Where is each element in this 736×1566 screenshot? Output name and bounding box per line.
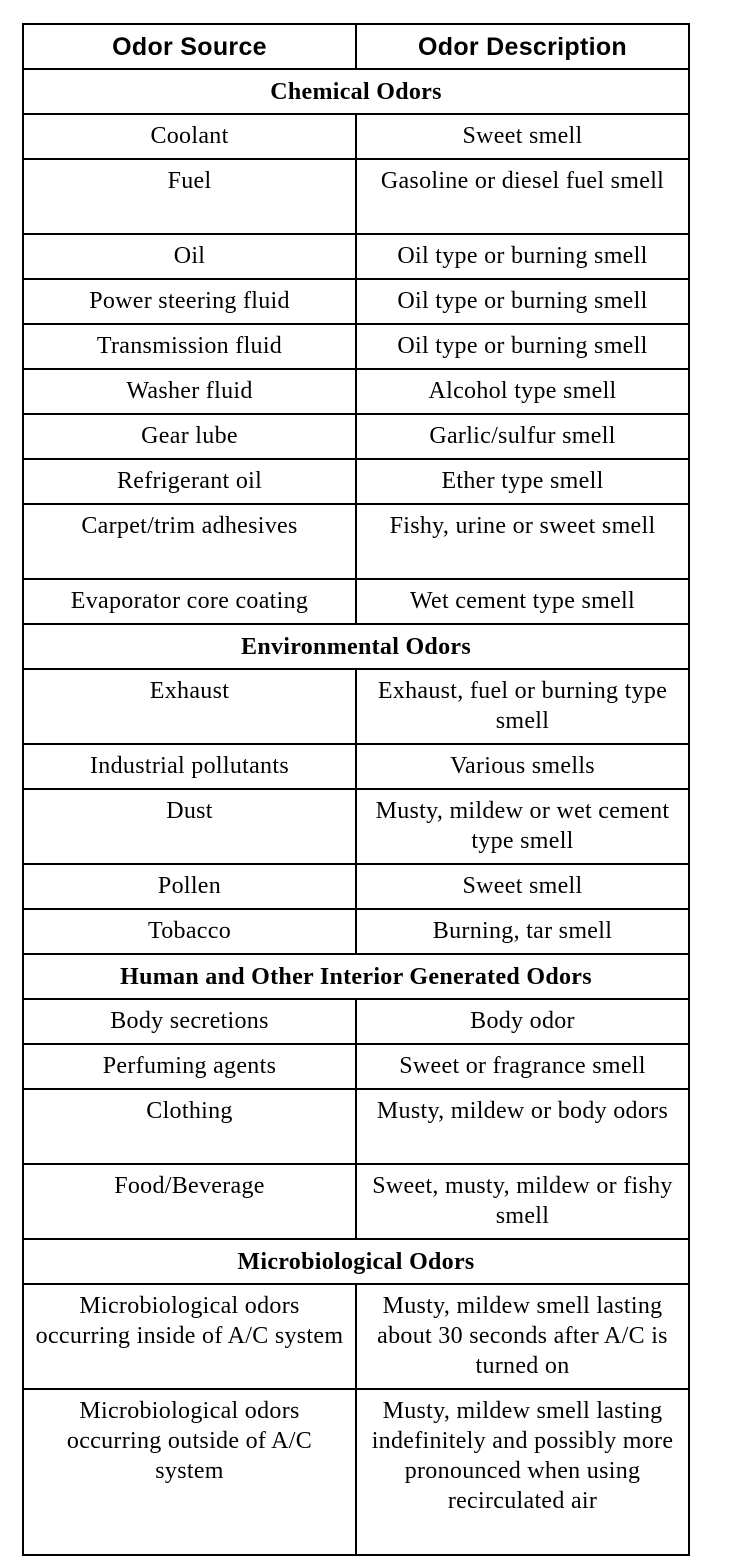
section-row xyxy=(23,954,689,999)
odor-description-cell: Various smells xyxy=(356,744,689,789)
odor-description-cell: Burning, tar smell xyxy=(356,909,689,954)
table-row xyxy=(23,1284,689,1389)
odor-description-cell: Musty, mildew or body odors xyxy=(356,1089,689,1164)
odor-source-cell: Dust xyxy=(23,789,356,864)
odor-source-cell: Washer fluid xyxy=(23,369,356,414)
odor-source-cell: Pollen xyxy=(23,864,356,909)
table-header-row xyxy=(23,24,689,69)
odor-description-cell: Sweet, musty, mildew or fishy smell xyxy=(356,1164,689,1239)
table-row xyxy=(23,744,689,789)
section-title: Microbiological Odors xyxy=(23,1239,689,1284)
odor-source-cell: Tobacco xyxy=(23,909,356,954)
section-title: Environmental Odors xyxy=(23,624,689,669)
odor-description-cell: Alcohol type smell xyxy=(356,369,689,414)
header-odor-description: Odor Description xyxy=(356,24,689,69)
odor-description-cell: Oil type or burning smell xyxy=(356,324,689,369)
odor-description-cell: Sweet smell xyxy=(356,114,689,159)
table-row xyxy=(23,459,689,504)
odor-description-cell: Ether type smell xyxy=(356,459,689,504)
table-row xyxy=(23,504,689,579)
odor-description-cell: Oil type or burning smell xyxy=(356,279,689,324)
odor-description-cell: Musty, mildew or wet cement type smell xyxy=(356,789,689,864)
table-row xyxy=(23,114,689,159)
odor-source-cell: Exhaust xyxy=(23,669,356,744)
table-row xyxy=(23,909,689,954)
odor-source-cell: Microbiological odors occurring inside of A/C system xyxy=(23,1284,356,1389)
odor-source-cell: Carpet/trim adhesives xyxy=(23,504,356,579)
odor-source-cell: Evaporator core coating xyxy=(23,579,356,624)
section-row xyxy=(23,69,689,114)
table-row xyxy=(23,1089,689,1164)
odor-source-cell: Perfuming agents xyxy=(23,1044,356,1089)
odor-description-cell: Sweet smell xyxy=(356,864,689,909)
table-row xyxy=(23,279,689,324)
table-row xyxy=(23,369,689,414)
odor-source-cell: Body secretions xyxy=(23,999,356,1044)
table-row xyxy=(23,1389,689,1555)
odor-source-cell: Gear lube xyxy=(23,414,356,459)
table-row xyxy=(23,789,689,864)
section-row xyxy=(23,624,689,669)
odor-source-cell: Fuel xyxy=(23,159,356,234)
odor-description-cell: Exhaust, fuel or burning type smell xyxy=(356,669,689,744)
section-title: Chemical Odors xyxy=(23,69,689,114)
odor-table xyxy=(22,23,690,1556)
odor-description-cell: Wet cement type smell xyxy=(356,579,689,624)
odor-description-cell: Oil type or burning smell xyxy=(356,234,689,279)
odor-description-cell: Musty, mildew smell lasting indefinitely and possibly more pronounced when using recirculated air xyxy=(356,1389,689,1555)
table-row xyxy=(23,234,689,279)
table-row xyxy=(23,999,689,1044)
odor-source-cell: Oil xyxy=(23,234,356,279)
table-row xyxy=(23,579,689,624)
table-row xyxy=(23,414,689,459)
table-row xyxy=(23,159,689,234)
table-row xyxy=(23,864,689,909)
section-title: Human and Other Interior Generated Odors xyxy=(23,954,689,999)
odor-description-cell: Garlic/sulfur smell xyxy=(356,414,689,459)
odor-description-cell: Fishy, urine or sweet smell xyxy=(356,504,689,579)
header-odor-source: Odor Source xyxy=(23,24,356,69)
odor-source-cell: Clothing xyxy=(23,1089,356,1164)
odor-source-cell: Microbiological odors occurring outside of A/C system xyxy=(23,1389,356,1555)
odor-description-cell: Sweet or fragrance smell xyxy=(356,1044,689,1089)
odor-source-cell: Transmission fluid xyxy=(23,324,356,369)
table-row xyxy=(23,1044,689,1089)
odor-source-cell: Coolant xyxy=(23,114,356,159)
table-row xyxy=(23,1164,689,1239)
table-row xyxy=(23,669,689,744)
odor-source-cell: Industrial pollutants xyxy=(23,744,356,789)
odor-description-cell: Gasoline or diesel fuel smell xyxy=(356,159,689,234)
odor-source-cell: Food/Beverage xyxy=(23,1164,356,1239)
odor-description-cell: Musty, mildew smell lasting about 30 seconds after A/C is turned on xyxy=(356,1284,689,1389)
odor-source-cell: Refrigerant oil xyxy=(23,459,356,504)
odor-source-cell: Power steering fluid xyxy=(23,279,356,324)
section-row xyxy=(23,1239,689,1284)
odor-description-cell: Body odor xyxy=(356,999,689,1044)
table-row xyxy=(23,324,689,369)
